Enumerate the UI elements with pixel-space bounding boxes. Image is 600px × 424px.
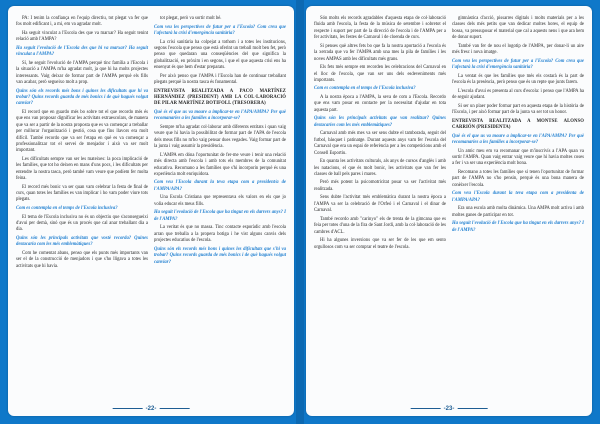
interview-question: Com veu les perspectives de futur per a l'Escola? Com creu que l'afectarà la crisi d'emergència sanitària? — [154, 24, 286, 36]
body-paragraph: Si ser un plaer poder formar part en aquesta etapa de la història de l'Escola, i per això formar part de la junta va ser tot un honor. — [452, 103, 584, 116]
body-paragraph: La veritat és que no massa. Tinc contacte esporàdic amb l'escola arran que treballa a la propera botiga i he vist alguns canvis dels projectes educatius de l'escola. — [154, 225, 286, 244]
interview-question: Ha seguit l'evolució de l'Escola que ha tingut en els darrers anys? I de l'AMPA? — [452, 221, 584, 233]
body-paragraph: PA: I tenim la confiança en l'equip directiu, tot plegat va fer que fos molt edificant i, a mi, em va agradar molt. — [16, 16, 148, 28]
interview-question: Quins són els records més bons i quines les dificultats que hi va trobar? Quins records guarda de més bonics i de què hagués volgut canviar? — [16, 88, 148, 107]
body-paragraph: El record que en guardo més bo sobre tot el que recordo més és que ens van proposar dignificar les activitats extraescolars, de manera que va ser a partir de la nostra proposta que es va començar a treballar per millorar l'organització i gestió, cosa que fins llavors era molt difícil. També recordo que va ser l'etapa en què es va començar a professionalitzar tot el servei de menjador i això va ser molt important. — [16, 110, 148, 154]
interview-heading: ENTREVISTA REALITZADA A MONTSE ALONSO CARRIÓN (PRESIDENTA) — [452, 118, 584, 130]
left-page — [8, 6, 294, 416]
interview-question: Què és el que us va moure a implicar-te en l'APA/AMPA? Per què recomanaries a les famílies a incorporar-se? — [452, 133, 584, 145]
body-paragraph: També recordo amb "carinyo" els de trenta de la gimcana que es feia per totes d'una de la fira de Sant Jordi, amb la col·laboració de les cambres d'ACL. — [314, 216, 446, 235]
interview-question: Ha seguit l'evolució de l'Escola des que hi va marxar? Ha seguit vinculat a l'AMPA? — [16, 45, 148, 58]
body-paragraph: Era una escola amb molta dinàmica. Una AMPA molt activa i amb moltes ganes de participar en tot. — [452, 206, 584, 218]
body-paragraph: Per això penso que l'AMPA i l'Escola han de continuar treballant plegats perquè la nostra tasca és fonamental. — [154, 73, 286, 86]
page-number: -22- — [110, 406, 193, 412]
interview-question: Com veu les perspectives de futur per a l'Escola? Com creu que l'afectarà la crisi d'emergència sanitària? — [452, 58, 584, 71]
body-paragraph: Ha seguit vinculat a l'Escola des que va marxar? Ha seguit tenint relació amb l'AMPA? — [16, 30, 148, 43]
body-paragraph: A la nostra època a l'AMPA, la seva de com a l'Escola. Recordo que ens vam posar en contacte per la necessitat d'ajudar en tota aquesta part. — [314, 95, 446, 113]
body-paragraph: Un amic meu em va recomanar que m'inscrivís a l'APA quan va sortir l'AMPA. Quan vaig entrar vaig veure que hi havia moltes coses a fer i va ser una experiència molt bona. — [452, 148, 584, 167]
interview-question: Com veu l'Escola durant la teva etapa com a presidenta de l'AMPA/APA? — [452, 191, 584, 203]
body-paragraph: Sempre m'ha agradat col·laborar amb diferents entitats i quan vaig veure que hi havia la possibilitat de formar part de l'APA de l'escola dels meus fills no m'ho vaig pensar dues vegades. Vaig formar part de la junta i vaig assumir la presidència. — [154, 124, 286, 150]
body-paragraph: La ventat és que les famílies que més els costarà és la part de l'escola és la presència, però penso que és un repte que junts farem. — [452, 73, 584, 86]
body-paragraph: També van fer de nou el logotip de l'AMPA, per donar-li un aire més fresc i nova imatge. — [452, 43, 584, 56]
interview-question: Com es contempla en el temps de l'Escola inclusiva? — [16, 206, 118, 212]
body-paragraph: tot plegat, però va sortir molt bé. — [160, 16, 222, 21]
body-paragraph: Una Escola Cristiana que representava els valors en els que jo volia educar els meus fills. — [154, 195, 286, 207]
right-page-column-2 — [452, 16, 584, 236]
interview-question: Com veu l'Escola durant la teva etapa com a president/a de l'AMPA/APA? — [154, 180, 286, 192]
interview-question: Quins són els records més bons i quines les dificultats que s'hi va trobar? Quins records guarda de més bonics i de què hagués volgut canviar? — [154, 246, 286, 265]
body-paragraph: gimnàstica d'acció, pissarres digitals i molts materials per a les classes dels més petits que van dedicar moltes hores, el equip de bossa, va pressuposar el material que cal a aquests nens i que ara hem de donar suport. — [452, 16, 584, 41]
left-page-column-2 — [154, 16, 286, 268]
body-paragraph: Les dificultats sempre van ser les mateixes: la poca implicació de les famílies, que tot ho deixen en mans d'uns pocs, i les dificultats per entendre la nostra tasca, però també vam veure que podíem fer molta feina. — [16, 156, 148, 182]
right-page — [306, 6, 592, 416]
body-paragraph: El record més bonic va ser quan vam celebrar la festa de final de curs, quan totes les famílies es van implicar i ho vam poder viure tots plegats. — [16, 184, 148, 203]
interview-question: Com es contempla en el temps de l'Escola inclusiva? — [314, 86, 416, 92]
interview-question: Quins són les principals activitats que vostè recorda? Quines destacaria com les més emblemàtiques? — [16, 235, 148, 248]
body-paragraph: Hi ha algunes inversions que va ser fer de les que em sento orgullosos com va ser comprar el teatre de l'escola. — [314, 238, 446, 250]
body-paragraph: Sí, he seguit l'evolució de l'AMPA perquè tinc família a l'Escola i la situació a l'AMPA m'ha agradat molt, ja que hi ha molts projectes interessants. Vaig deixar de formar part de l'AMPA perquè els fills van acabar, però segueixo molt a prop. — [16, 60, 148, 86]
page-number: -23- — [408, 406, 491, 412]
body-paragraph: Sens dubte l'activitat més emblemàtica durant la nostra època a l'AMPA va ser la celebració de l'Orfeó i el Carnaval i el dinar de Carnaval. — [314, 195, 446, 214]
body-paragraph: Els fets més sempre em recorden les celebracions del Carnaval en el lloc de l'escola, que van ser uns dels esdeveniments més importants. — [314, 65, 446, 83]
body-paragraph: El tema de l'Escola inclusiva no és un objectiu que s'aconsegueixi d'avui per demà, sinó que és un procés que cal anar treballant dia a dia. — [16, 214, 148, 233]
interview-question: Quins són les principals activitats que van realitzar? Quines destacaries com les més emblemàtiques? — [314, 116, 446, 128]
left-page-column-1 — [16, 16, 148, 272]
body-paragraph: Carnaval amb més mes va ser sens dubte el tamborada, seguit del futbol, bàsquet i patinatge. Durant aquests anys vam fer l'escola del Carnaval que era un espai de referència per a les competicions amb el Consell Esportiu. — [314, 131, 446, 156]
body-paragraph: Són molts els records agradables d'aquesta etapa de col·laboració fluida amb l'escola, la festa de la música de setembre i sobretot el respecte i suport per part de la direcció de l'escola i de l'AMPA per a fer activitats, les festes de Carnaval i de cloenda de curs. — [314, 16, 446, 41]
right-page-column-1 — [314, 16, 446, 253]
body-paragraph: En quanta les activitats culturals, als anys de cursos d'anglès i amb les natacions, el que és molt bonic, les activitats que van fer les classes de ball pels pares i mares. — [314, 159, 446, 177]
interview-question: Què és el que us va moure a implicar-te en l'APA/AMPA? Per què recomanaries a les famílies a incorporar-se? — [154, 110, 286, 122]
interview-heading: ENTREVISTA REALITZADA A PACO MARTÍNEZ HERNÁNDEZ (PRESIDENT) AMB LA COL·LABORACIÓ DE PILAR MARTÍNEZ BOTIFOLL (TRESORERA) — [154, 88, 286, 107]
body-paragraph: L'AMPA em dóna l'oportunitat de fer-me veure i tenir una relació més directa amb l'escola i amb tots els membres de la comunitat educativa. Recomano a les famílies que s'hi incorporin perquè és una experiència molt enriquidora. — [154, 152, 286, 177]
body-paragraph: L'escola d'avui es presenta al curs d'escola: i penso que l'AMPA ha de seguir ajudant. — [452, 88, 584, 101]
body-paragraph: Com he comentat abans, penso que els punts més importants van ser el de la construcció de menjadors i que s'ho lligava a totes les activitats que hi havia. — [16, 250, 148, 269]
body-paragraph: Però més potent la psicomotricitat posar va ser l'activitat més realitzada. — [314, 180, 446, 192]
body-paragraph: Recomano a totes les famílies que si tenen l'oportunitat de formar part de l'AMPA no s'ho pensin, perquè és una bona manera de conèixer l'escola. — [452, 169, 584, 188]
spread-gutter — [296, 0, 304, 424]
body-paragraph: Si penses què altres fets bo que fa la nostra aportació a l'escola és la xerrada que va fer l'AMPA amb una mes la pila de famílies i les noves AMPAS amb les dificultats més grans. — [314, 43, 446, 62]
body-paragraph: La crisi sanitària ha colpejat a tothom i a totes les institucions, segons l'escola que penso que està oferint un treball molt ben fet, però penso que quedaran una conseqüències del que significa la globalització, en pròxim i en segons, i que el que aquesta crisi ens ha ensenyat és que hem d'estar preparats. — [154, 39, 286, 71]
interview-question: Ha seguit l'evolució de l'Escola que ha tingut en els darrers anys? I de l'AMPA? — [154, 210, 286, 222]
